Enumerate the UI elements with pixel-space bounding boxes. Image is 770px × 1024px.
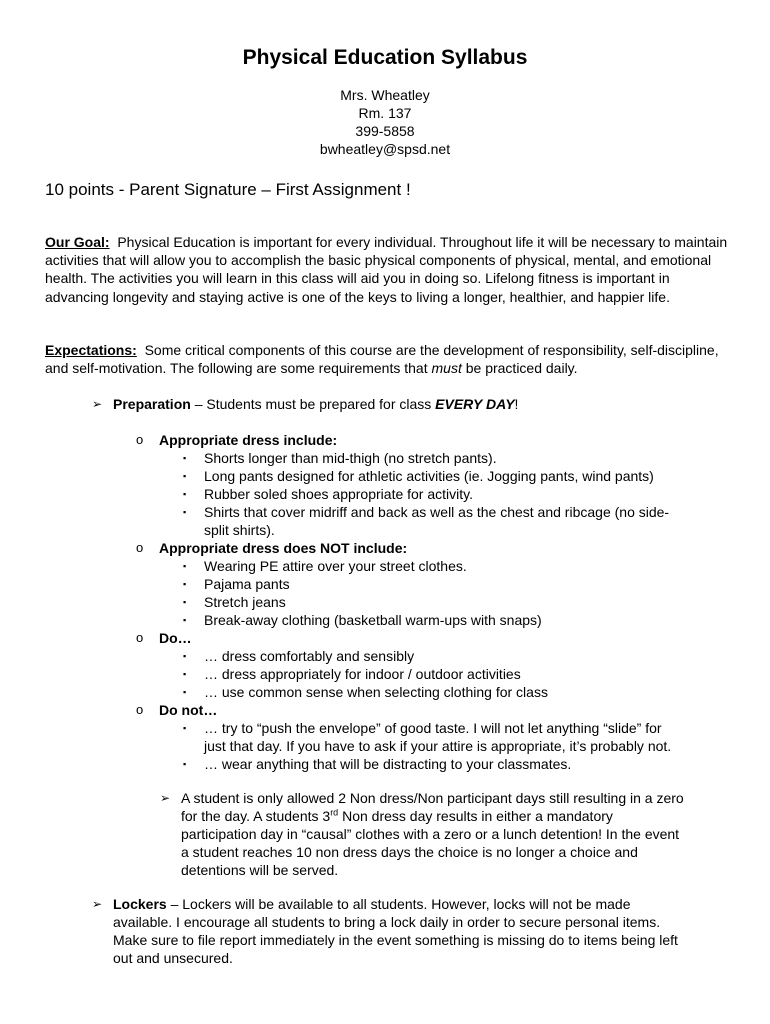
nondress-line: A student is only allowed 2 Non dress/Non participant days still resulting in a zero [181,790,684,806]
square-bullet-icon: ▪ [183,669,187,679]
list-item: Shirts that cover midriff and back as well as the chest and ribcage (no side- [204,504,670,520]
square-bullet-icon: ▪ [183,453,187,463]
phone-number: 399-5858 [355,123,415,139]
goal-paragraph [45,233,735,306]
lockers-line: Make sure to file report immediately in the event something is missing do to items being left [113,932,678,948]
page-title: Physical Education Syllabus [242,46,528,69]
circle-bullet-icon: o [136,630,144,645]
square-bullet-icon: ▪ [183,615,187,625]
lockers-line: available. I encourage all students to bring a lock daily in order to secure personal items. [113,914,661,930]
circle-bullet-icon: o [136,702,144,717]
square-bullet-icon: ▪ [183,687,187,697]
room-number: Rm. 137 [358,105,412,121]
circle-bullet-icon: o [136,432,144,447]
arrow-bullet-icon: ➢ [92,397,103,411]
teacher-name: Mrs. Wheatley [340,87,430,103]
list-item: Pajama pants [204,576,290,592]
square-bullet-icon: ▪ [183,759,187,769]
square-bullet-icon: ▪ [183,561,187,571]
goal-label: Our Goal: [45,234,110,250]
expectations-label: Expectations: [45,342,137,358]
expectations-text-end: be practiced daily. [461,360,578,377]
list-item-continued: split shirts). [204,522,275,538]
goal-text: Physical Education is important for every individual. Throughout life it will be necessary to maintain activities that will allow you to accomplish the basic physical components of physical, mental, and emotional health. The activities you will learn in this class will aid you in doing so. Lifelong fitness is important in advancing longevity and staying active is one of the keys to living a longer, healthier, and happier life. [45,234,728,305]
nondress-line: detentions will be served. [181,862,339,878]
list-item: … wear anything that will be distracting to your classmates. [204,756,572,772]
list-item: … use common sense when selecting clothing for class [204,684,548,700]
dress-not-heading: Appropriate dress does NOT include: [159,540,408,556]
list-item: … try to “push the envelope” of good taste. I will not let anything “slide” for [204,720,662,736]
do-heading: Do… [159,630,192,646]
list-item: Shorts longer than mid-thigh (no stretch pants). [204,450,497,466]
lockers-label: Lockers [113,896,167,912]
square-bullet-icon: ▪ [183,507,187,517]
expectations-paragraph [45,341,735,377]
dress-include-heading: Appropriate dress include: [159,432,338,448]
square-bullet-icon: ▪ [183,723,187,733]
list-item: Rubber soled shoes appropriate for activity. [204,486,473,502]
nondress-text: for the day. A students 3 [181,808,331,824]
list-item: Wearing PE attire over your street clothes. [204,558,467,574]
list-item: … dress appropriately for indoor / outdoor activities [204,666,521,682]
points-line: 10 points - Parent Signature – First Assignment ! [45,180,411,199]
preparation-emphasis: EVERY DAY [435,396,515,412]
nondress-line [181,807,613,825]
square-bullet-icon: ▪ [183,471,187,481]
arrow-bullet-icon: ➢ [160,791,171,805]
list-item: Break-away clothing (basketball warm-ups with snaps) [204,612,542,628]
square-bullet-icon: ▪ [183,579,187,589]
nondress-line: participation day in “causal” clothes with a zero or a lunch detention! In the event [181,826,680,842]
square-bullet-icon: ▪ [183,597,187,607]
expectations-emphasis: must [431,360,462,377]
expectations-text: Some critical components of this course are the development of responsibility, self-discipline, and self-motivation. The following are some requirements that [45,342,719,377]
lockers-text: – Lockers will be available to all students. However, locks will not be made [166,896,631,912]
list-item-continued: just that day. If you have to ask if your attire is appropriate, it’s probably not. [204,738,672,754]
preparation-label: Preparation [113,396,191,412]
square-bullet-icon: ▪ [183,651,187,661]
list-item: … dress comfortably and sensibly [204,648,415,664]
preparation-text-end: ! [514,396,519,412]
list-item: Stretch jeans [204,594,286,610]
square-bullet-icon: ▪ [183,489,187,499]
list-item: Long pants designed for athletic activities (ie. Jogging pants, wind pants) [204,468,654,484]
nondress-text: Non dress day results in either a mandatory [338,808,613,824]
lockers-line [113,895,631,913]
teacher-contact [0,86,770,158]
lockers-line: out and unsecured. [113,950,233,966]
arrow-bullet-icon: ➢ [92,897,103,911]
preparation-text: – Students must be prepared for class [190,396,436,412]
do-not-heading: Do not… [159,702,218,718]
ordinal-suffix: rd [330,807,339,818]
circle-bullet-icon: o [136,540,144,555]
preparation-line [113,395,518,413]
email-address: bwheatley@spsd.net [319,141,451,157]
nondress-line: a student reaches 10 non dress days the choice is no longer a choice and [181,844,638,860]
